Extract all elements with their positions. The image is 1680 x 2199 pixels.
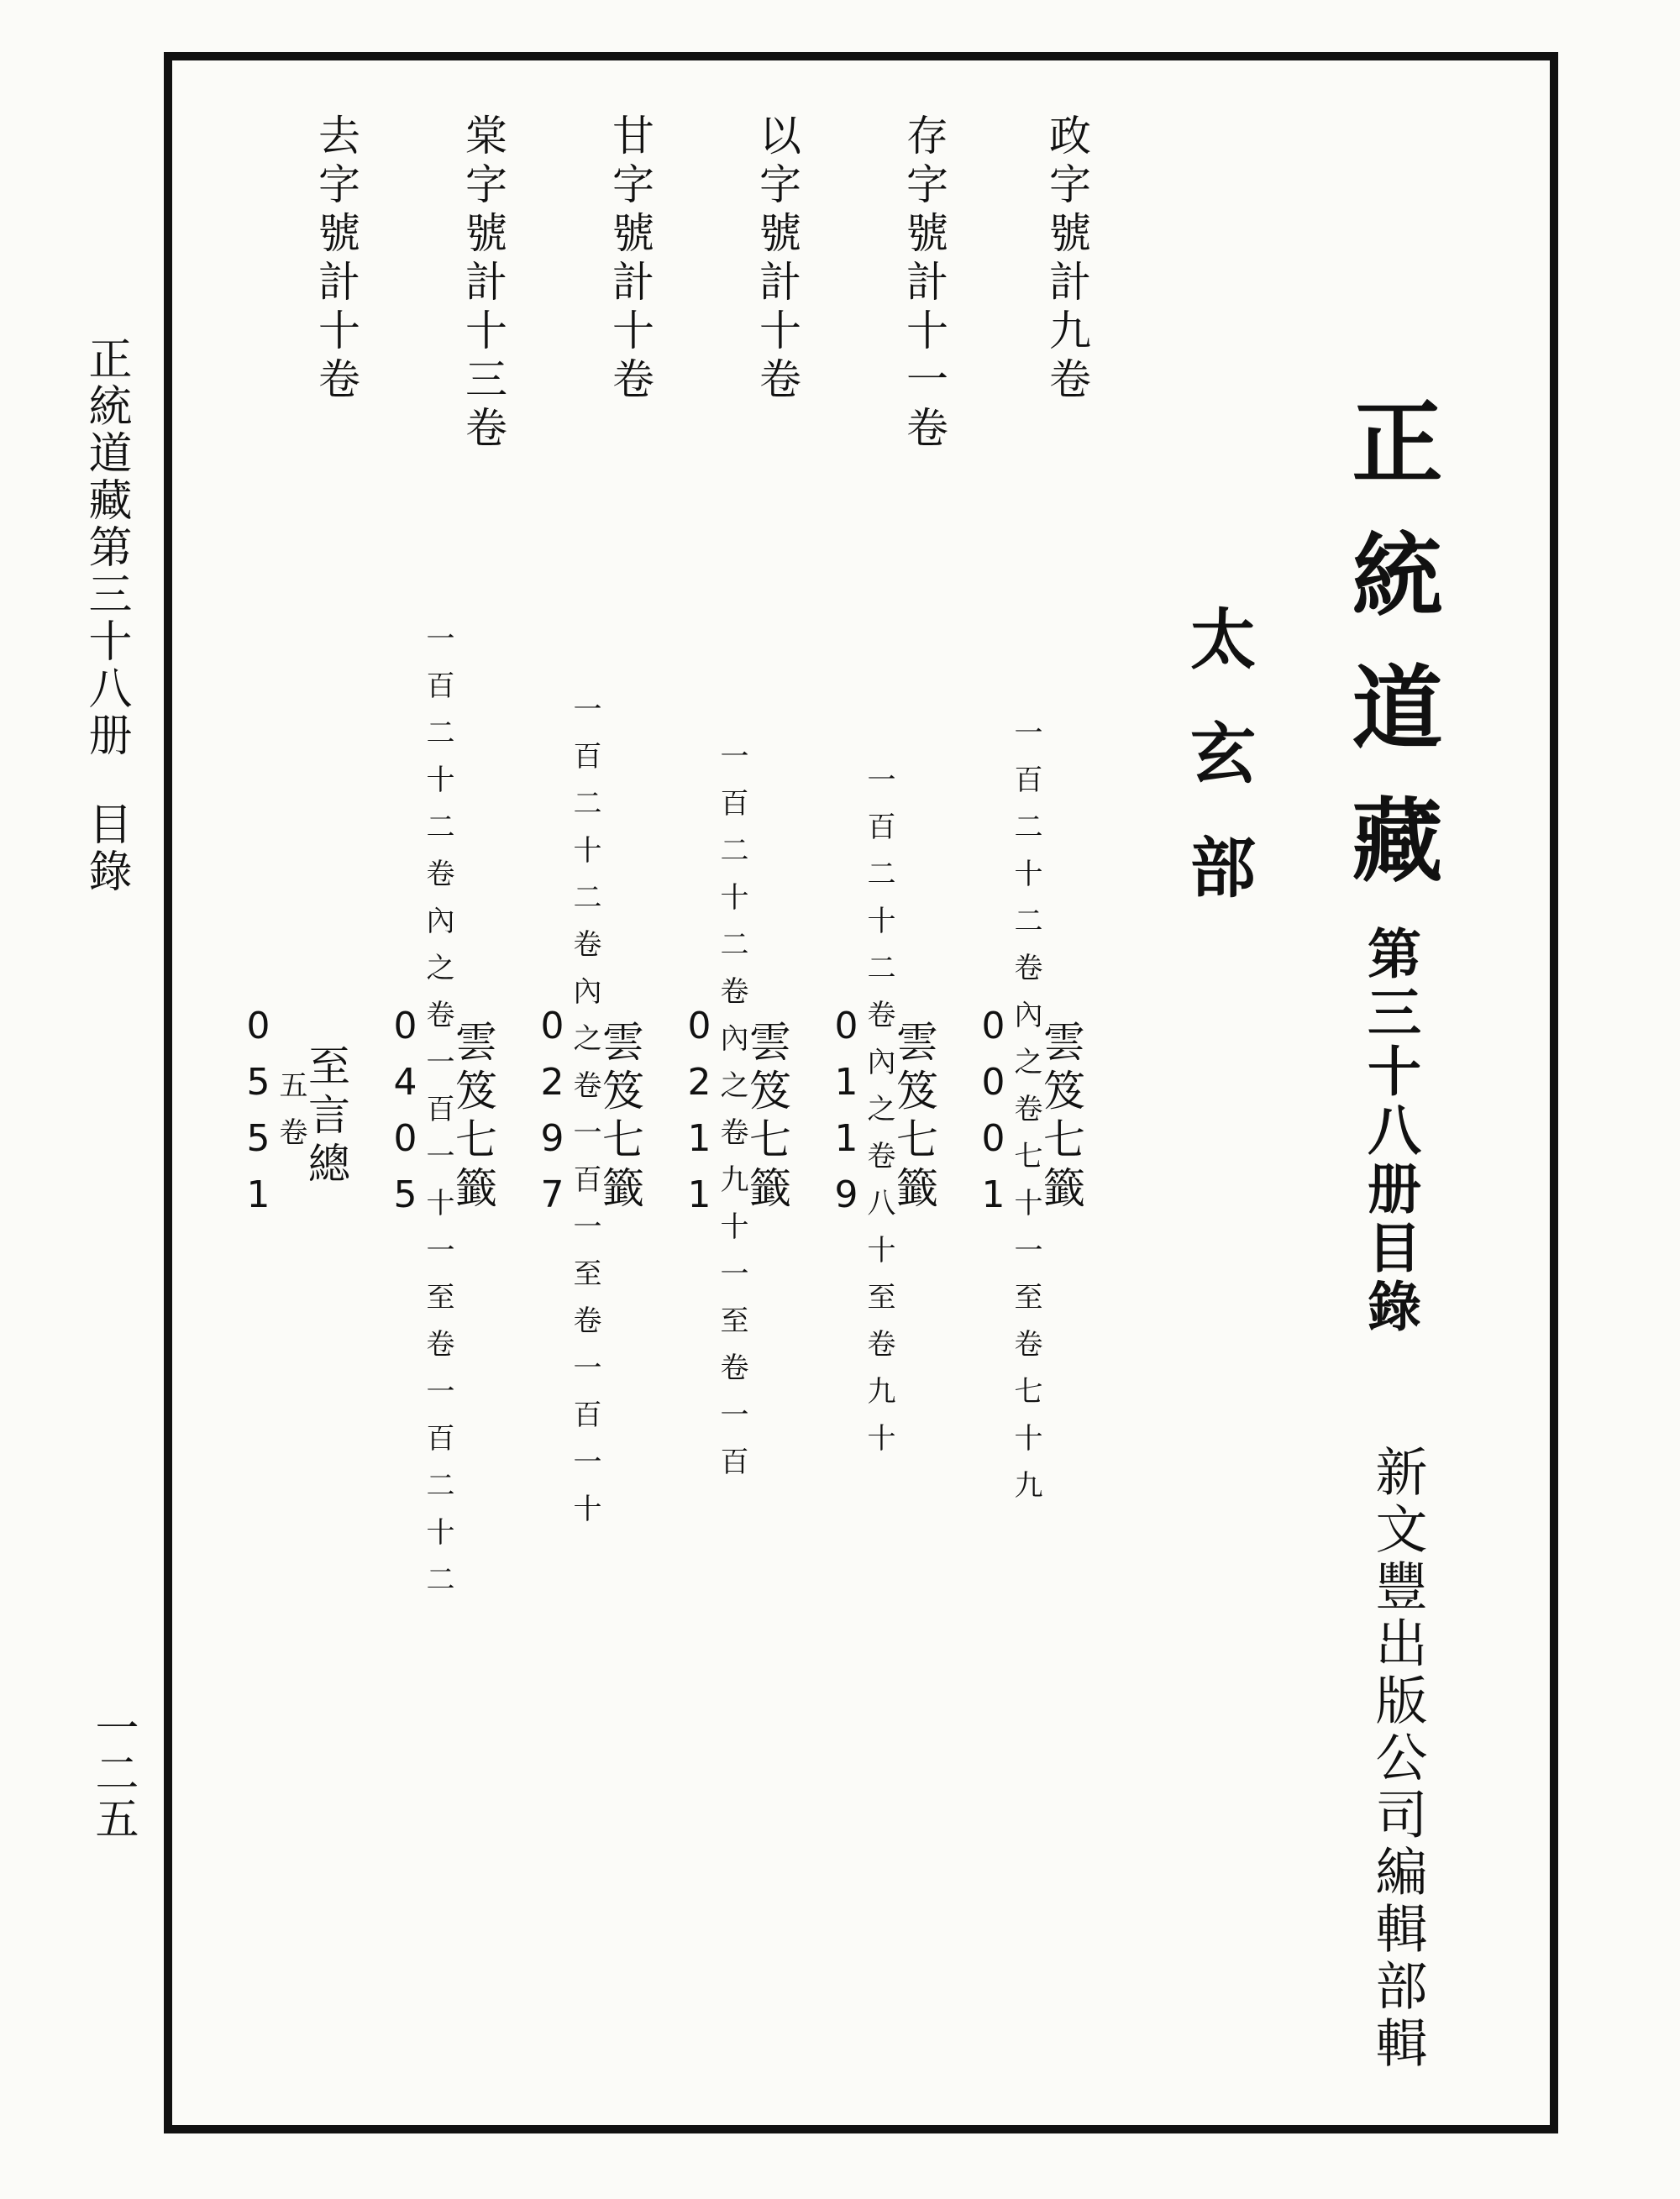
running-header-section: 目錄 [81, 801, 131, 895]
running-header [81, 336, 131, 895]
entry-detail: 一百二十二卷內之卷七十一至卷七十九 [1009, 717, 1042, 1517]
group-heading: 政字號計九卷 [1042, 113, 1091, 406]
toc-entry [384, 155, 497, 2079]
entry-detail: 一百二十二卷內之卷九十一至卷一百 [715, 741, 748, 1493]
entry-detail: 一百二十二卷內之卷一百一十一至卷一百二十二 [421, 623, 454, 1611]
entry-title: 至言總 [302, 1044, 350, 1190]
toc-entry [678, 155, 791, 2079]
entry-title: 雲笈七籤 [890, 1020, 938, 1215]
group-heading: 棠字號計十三卷 [459, 113, 507, 454]
toc-entry [972, 155, 1085, 2079]
entry-title: 雲笈七籤 [743, 1020, 791, 1215]
entry-detail: 一百二十二卷內之卷一百一至卷一百一十 [568, 694, 601, 1540]
group-heading: 甘字號計十卷 [606, 113, 654, 406]
entry-title: 雲笈七籤 [1037, 1020, 1085, 1215]
entry-page: 0001 [972, 1005, 1015, 1230]
entry-title: 雲笈七籤 [596, 1020, 644, 1215]
entry-page: 0119 [825, 1005, 868, 1230]
volume-title-sub: 第三十八册目錄 [1358, 926, 1421, 1337]
entry-detail: 一百二十二卷內之卷八十至卷九十 [862, 764, 895, 1470]
publisher-credit: 新文豐出版公司編輯部輯 [1367, 1445, 1428, 2073]
group-heading: 以字號計十卷 [753, 113, 801, 406]
group-heading: 去字號計十卷 [312, 113, 360, 406]
page-number: 一二五 [87, 1705, 138, 1841]
entry-page: 0405 [384, 1005, 427, 1230]
volume-title [1336, 395, 1442, 1337]
toc-entry [531, 155, 644, 2079]
toc-entry [825, 155, 938, 2079]
entry-detail: 五卷 [274, 1070, 307, 1164]
entry-page: 0551 [237, 1005, 280, 1230]
entry-title: 雲笈七籤 [449, 1020, 497, 1215]
group-heading: 存字號計十一卷 [900, 113, 948, 454]
entry-page: 0297 [531, 1005, 574, 1230]
running-header-title: 正統道藏第三十八册 [81, 336, 131, 759]
section-name: 太玄部 [1179, 605, 1256, 947]
volume-title-main: 正統道藏 [1336, 395, 1442, 926]
entry-page: 0211 [678, 1005, 721, 1230]
toc-entry [237, 155, 350, 2079]
